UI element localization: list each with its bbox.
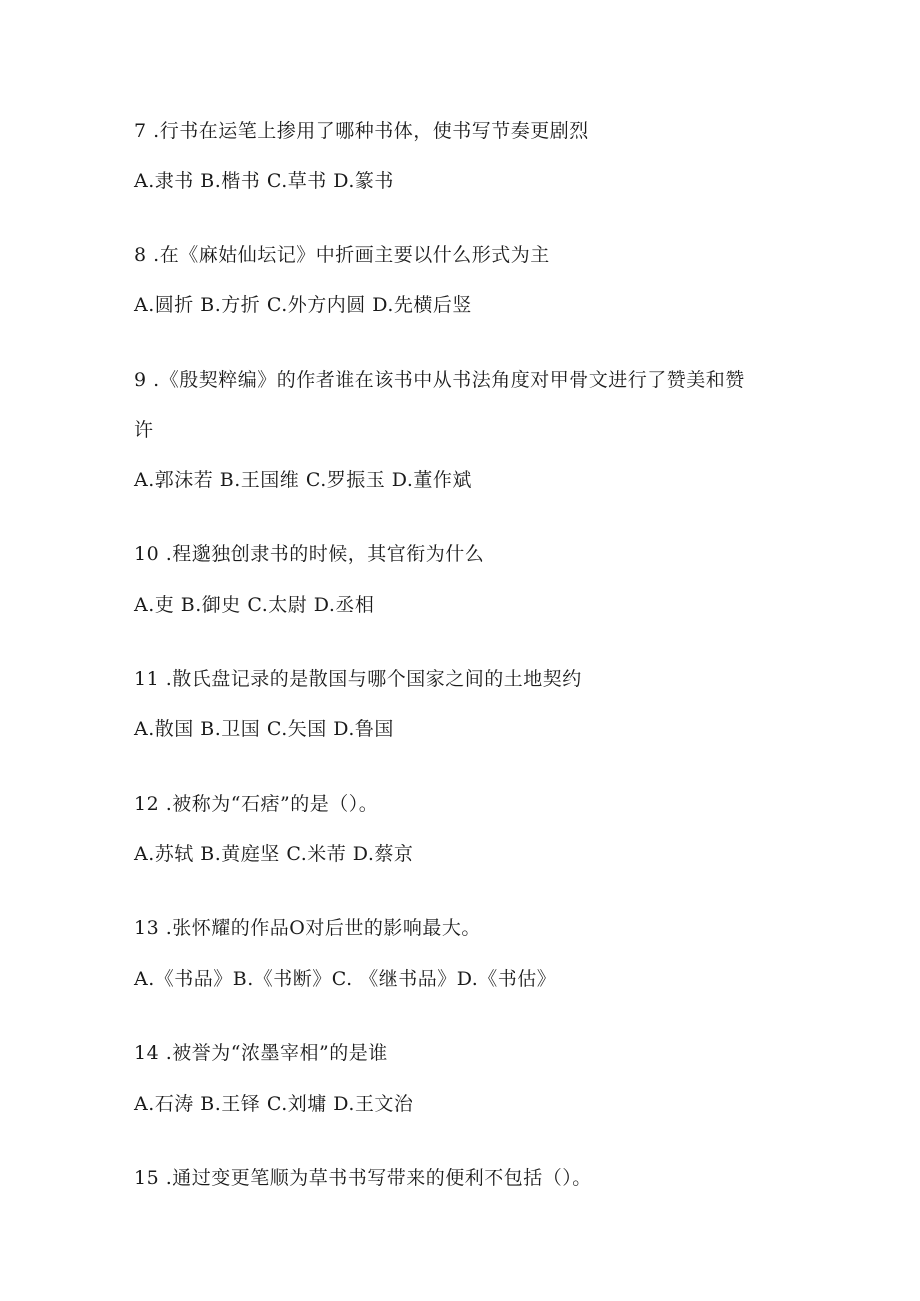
options-7: A.隶书 B.楷书 C.草书 D.篆书 xyxy=(134,170,394,192)
question-14 xyxy=(134,1040,388,1066)
options-13: A.《书品》B.《书断》C. 《继书品》D.《书估》 xyxy=(134,968,557,990)
question-7 xyxy=(134,118,589,144)
question-11 xyxy=(134,666,582,692)
question-number: 14 xyxy=(134,1042,160,1064)
question-text: 张怀耀的作品O对后世的影响最大。 xyxy=(172,917,481,939)
question-number: 13 xyxy=(134,917,160,939)
question-13 xyxy=(134,915,481,941)
question-number: 7 xyxy=(134,120,147,142)
question-9 xyxy=(134,367,745,393)
question-text: 被誉为“浓墨宰相”的是谁 xyxy=(172,1042,388,1064)
options-10: A.吏 B.御史 C.太尉 D.丞相 xyxy=(134,594,375,616)
question-number: 12 xyxy=(134,793,160,815)
options-14: A.石涛 B.王铎 C.刘墉 D.王文治 xyxy=(134,1093,414,1115)
question-separator: . xyxy=(146,120,160,142)
options-9: A.郭沫若 B.王国维 C.罗振玉 D.董作斌 xyxy=(134,469,472,491)
question-text: 在《麻姑仙坛记》中折画主要以什么形式为主 xyxy=(159,244,550,266)
question-text: 行书在运笔上掺用了哪种书体，使书写节奏更剧烈 xyxy=(159,120,589,142)
question-number: 11 xyxy=(134,668,160,690)
question-text: 程邈独创隶书的时候，其官衔为什么 xyxy=(172,543,485,565)
question-12 xyxy=(134,791,378,817)
question-number: 8 xyxy=(134,244,147,266)
question-separator: . xyxy=(159,668,173,690)
question-separator: . xyxy=(159,793,173,815)
question-text: 散氏盘记录的是散国与哪个国家之间的土地契约 xyxy=(172,668,582,690)
question-15 xyxy=(134,1165,592,1191)
question-text: 《殷契粹编》的作者谁在该书中从书法角度对甲骨文进行了赞美和赞 xyxy=(159,369,745,391)
question-separator: . xyxy=(159,1042,173,1064)
question-number: 9 xyxy=(134,369,147,391)
question-number: 10 xyxy=(134,543,160,565)
question-separator: . xyxy=(159,1167,173,1189)
options-11: A.散国 B.卫国 C.矢国 D.鲁国 xyxy=(134,718,394,740)
question-8 xyxy=(134,242,550,268)
question-separator: . xyxy=(159,543,173,565)
question-separator: . xyxy=(146,244,160,266)
question-number: 15 xyxy=(134,1167,160,1189)
options-8: A.圆折 B.方折 C.外方内圆 D.先横后竖 xyxy=(134,294,472,316)
question-10 xyxy=(134,541,484,567)
options-12: A.苏轼 B.黄庭坚 C.米芾 D.蔡京 xyxy=(134,843,414,865)
question-separator: . xyxy=(159,917,173,939)
question-text: 通过变更笔顺为草书书写带来的便利不包括（）。 xyxy=(172,1167,592,1189)
question-separator: . xyxy=(146,369,160,391)
question-9-continuation: 许 xyxy=(134,419,154,441)
question-text: 被称为“石痞”的是（）。 xyxy=(172,793,379,815)
